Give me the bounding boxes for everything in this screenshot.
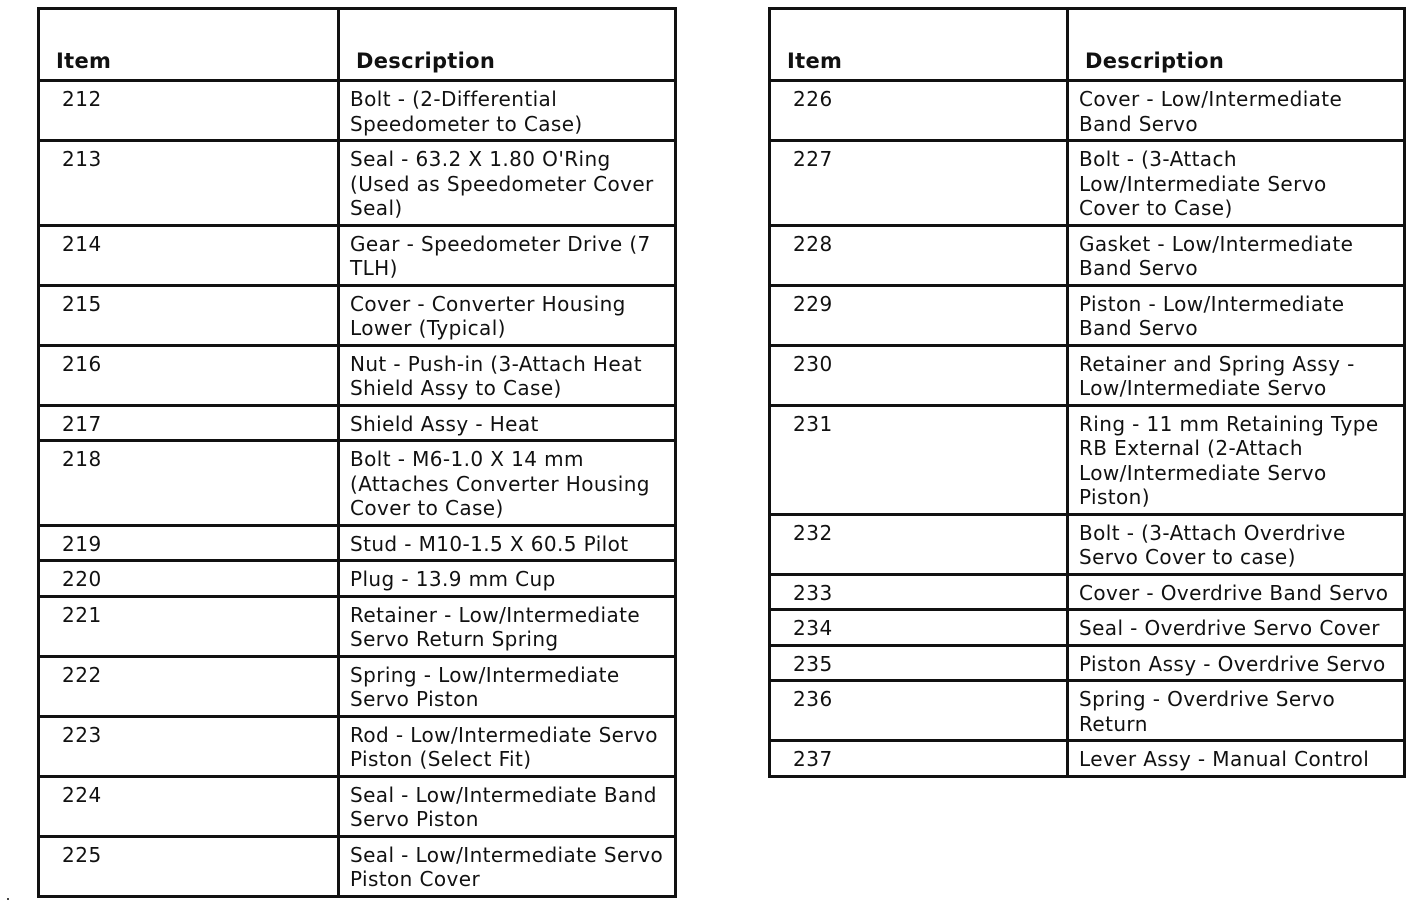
table-row	[770, 285, 1405, 345]
item-description: Cover - Low/Intermediate Band Servo	[1068, 81, 1405, 141]
item-description: Gear - Speedometer Drive (7 TLH)	[339, 225, 676, 285]
table-row	[770, 514, 1405, 574]
item-description: Seal - 63.2 X 1.80 O'Ring (Used as Speedometer Cover Seal)	[339, 141, 676, 226]
item-number: 212	[39, 81, 339, 141]
item-description: Retainer and Spring Assy - Low/Intermediate Servo	[1068, 345, 1405, 405]
table-row	[39, 141, 676, 226]
item-description: Piston Assy - Overdrive Servo	[1068, 645, 1405, 681]
table-row	[770, 681, 1405, 741]
table-row	[770, 574, 1405, 610]
table-row	[39, 81, 676, 141]
item-number: 221	[39, 596, 339, 656]
table-row	[39, 345, 676, 405]
item-number: 218	[39, 441, 339, 526]
table-row	[39, 776, 676, 836]
item-number: 224	[39, 776, 339, 836]
item-description: Bolt - M6-1.0 X 14 mm (Attaches Converter Housing Cover to Case)	[339, 441, 676, 526]
item-number: 226	[770, 81, 1068, 141]
item-description: Lever Assy - Manual Control	[1068, 741, 1405, 777]
item-description: Seal - Low/Intermediate Servo Piston Cover	[339, 836, 676, 896]
table-row	[39, 285, 676, 345]
item-description: Nut - Push-in (3-Attach Heat Shield Assy to Case)	[339, 345, 676, 405]
table-row	[770, 345, 1405, 405]
item-column-header: Item	[39, 9, 339, 81]
table-row	[39, 441, 676, 526]
table-row	[39, 836, 676, 896]
table-row	[770, 610, 1405, 646]
table-row	[770, 81, 1405, 141]
table-header-row	[39, 9, 676, 81]
item-description: Piston - Low/Intermediate Band Servo	[1068, 285, 1405, 345]
parts-table-right	[768, 7, 1406, 778]
item-description: Bolt - (3-Attach Overdrive Servo Cover to case)	[1068, 514, 1405, 574]
item-number: 217	[39, 405, 339, 441]
table-row	[39, 656, 676, 716]
item-description: Gasket - Low/Intermediate Band Servo	[1068, 225, 1405, 285]
description-column-header: Description	[339, 9, 676, 81]
item-description: Stud - M10-1.5 X 60.5 Pilot	[339, 525, 676, 561]
item-number: 213	[39, 141, 339, 226]
table-row	[39, 596, 676, 656]
table-row	[39, 225, 676, 285]
item-description: Spring - Overdrive Servo Return	[1068, 681, 1405, 741]
scan-speck	[7, 898, 9, 900]
item-number: 236	[770, 681, 1068, 741]
item-description: Seal - Overdrive Servo Cover	[1068, 610, 1405, 646]
item-number: 225	[39, 836, 339, 896]
item-number: 219	[39, 525, 339, 561]
item-column-header: Item	[770, 9, 1068, 81]
parts-table-left	[37, 7, 677, 898]
item-number: 220	[39, 561, 339, 597]
item-number: 227	[770, 141, 1068, 226]
item-number: 229	[770, 285, 1068, 345]
item-description: Rod - Low/Intermediate Servo Piston (Select Fit)	[339, 716, 676, 776]
table-row	[39, 405, 676, 441]
table-row	[770, 645, 1405, 681]
item-description: Plug - 13.9 mm Cup	[339, 561, 676, 597]
table-row	[39, 561, 676, 597]
item-number: 237	[770, 741, 1068, 777]
item-description: Seal - Low/Intermediate Band Servo Piston	[339, 776, 676, 836]
item-number: 233	[770, 574, 1068, 610]
item-description: Spring - Low/Intermediate Servo Piston	[339, 656, 676, 716]
table-row	[39, 525, 676, 561]
item-number: 232	[770, 514, 1068, 574]
description-column-header: Description	[1068, 9, 1405, 81]
item-number: 230	[770, 345, 1068, 405]
item-description: Ring - 11 mm Retaining Type RB External (2-Attach Low/Intermediate Servo Piston)	[1068, 405, 1405, 514]
table-row	[770, 225, 1405, 285]
table-row	[770, 141, 1405, 226]
item-description: Bolt - (2-Differential Speedometer to Case)	[339, 81, 676, 141]
item-description: Cover - Overdrive Band Servo	[1068, 574, 1405, 610]
item-description: Retainer - Low/Intermediate Servo Return Spring	[339, 596, 676, 656]
item-description: Bolt - (3-Attach Low/Intermediate Servo Cover to Case)	[1068, 141, 1405, 226]
item-number: 214	[39, 225, 339, 285]
item-description: Cover - Converter Housing Lower (Typical)	[339, 285, 676, 345]
table-header-row	[770, 9, 1405, 81]
item-number: 235	[770, 645, 1068, 681]
item-number: 215	[39, 285, 339, 345]
table-row	[39, 716, 676, 776]
table-row	[770, 741, 1405, 777]
item-number: 234	[770, 610, 1068, 646]
item-number: 231	[770, 405, 1068, 514]
item-number: 228	[770, 225, 1068, 285]
item-number: 216	[39, 345, 339, 405]
item-description: Shield Assy - Heat	[339, 405, 676, 441]
item-number: 223	[39, 716, 339, 776]
item-number: 222	[39, 656, 339, 716]
table-row	[770, 405, 1405, 514]
